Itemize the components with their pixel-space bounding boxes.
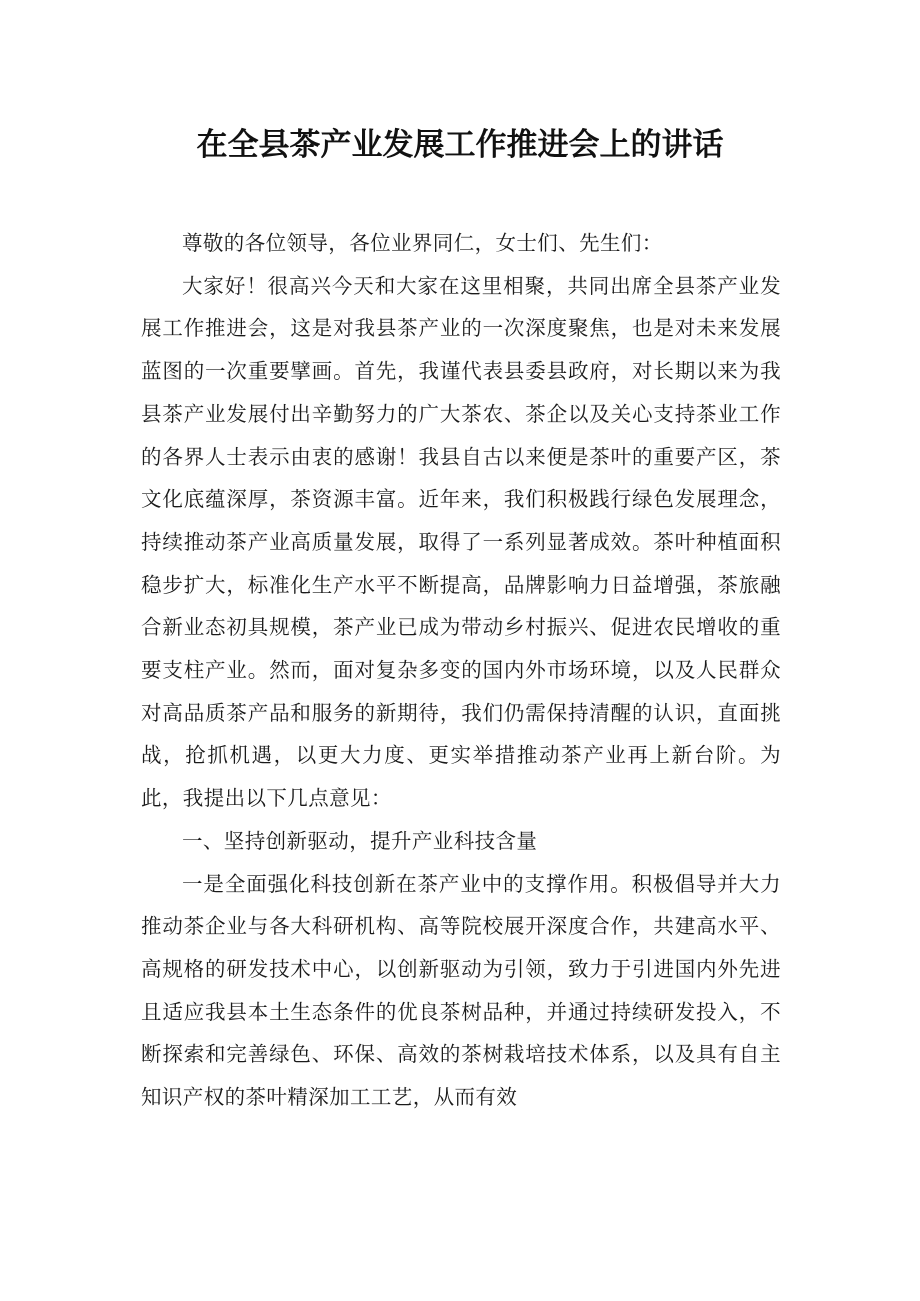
- document-body: [141, 222, 781, 1119]
- salutation-paragraph: 尊敬的各位领导，各位业界同仁，女士们、先生们：: [182, 231, 663, 255]
- section-paragraph: 一是全面强化科技创新在茶产业中的支撑作用。积极倡导并大力推动茶企业与各大科研机构、高等院校展开深度合作，共建高水平、高规格的研发技术中心，以创新驱动为引领，致力于引进国内外先进且适应我县本土生态条件的优良茶树品种，并通过持续研发投入，不断探索和完善绿色、环保、高效的茶树栽培技术体系，以及具有自主知识产权的茶叶精深加工工艺，从而有效: [141, 871, 781, 1110]
- document-title: 在全县茶产业发展工作推进会上的讲话: [196, 127, 724, 163]
- opening-paragraph: 大家好！很高兴今天和大家在这里相聚，共同出席全县茶产业发展工作推进会，这是对我县茶产业的一次深度聚焦，也是对未来发展蓝图的一次重要擘画。首先，我谨代表县委县政府，对长期以来为我县茶产业发展付出辛勤努力的广大茶农、茶企以及关心支持茶业工作的各界人士表示由衷的感谢！我县自古以来便是茶叶的重要产区，茶文化底蕴深厚，茶资源丰富。近年来，我们积极践行绿色发展理念，持续推动茶产业高质量发展，取得了一系列显著成效。茶叶种植面积稳步扩大，标准化生产水平不断提高，品牌影响力日益增强，茶旅融合新业态初具规模，茶产业已成为带动乡村振兴、促进农民增收的重要支柱产业。然而，面对复杂多变的国内外市场环境，以及人民群众对高品质茶产品和服务的新期待，我们仍需保持清醒的认识，直面挑战，抢抓机遇，以更大力度、更实举措推动茶产业再上新台阶。为此，我提出以下几点意见：: [141, 273, 781, 811]
- section-heading: 一、坚持创新驱动，提升产业科技含量: [182, 828, 538, 853]
